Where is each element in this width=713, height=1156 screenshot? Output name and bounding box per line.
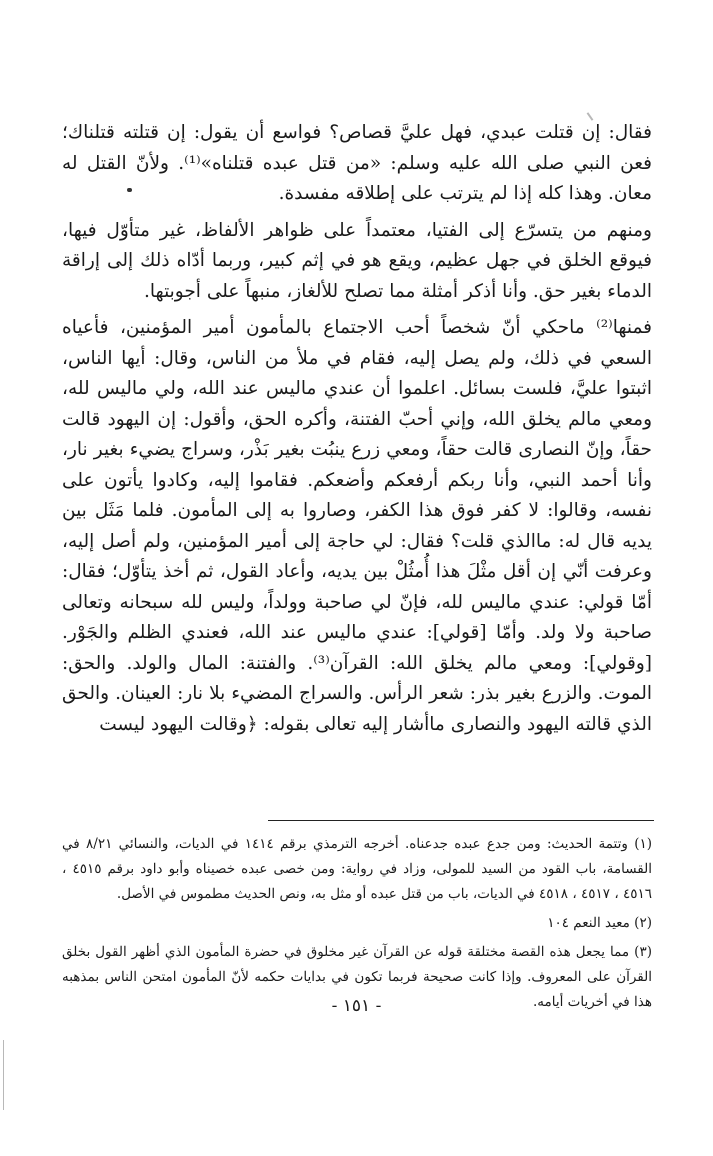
page-body	[62, 118, 652, 740]
footnote-1: (١) وتتمة الحديث: ومن جدع عبده جدعناه. أخرجه الترمذي برقم ١٤١٤ في الديات، والنسائي ٨/٢١ في القسامة، باب القود من السيد للمولى، وزاد في رواية: ومن خصى عبده خصيناه وأبو داود برقم ٤٥١٥ ، ٤٥١٦ ، ٤٥١٧ ، ٤٥١٨ في الديات، باب من قتل عبده أو مثل به، ونص الحديث مطموس في الأصل.	[62, 836, 653, 902]
footnote-separator	[268, 820, 654, 821]
page-number: - ١٥١ -	[331, 996, 382, 1016]
footnote-2: (٢) معيد النعم ١٠٤	[547, 915, 652, 931]
paragraph-2: ومنهم من يتسرّع إلى الفتيا، معتمداً على ظواهر الألفاظ، غير متأوّل فيها، فيوقع الخلق في جهل عظيم، ويقع هو في إثم كبير، وربما أدّاه ذلك إلى إراقة الدماء بغير حق. وأنا أذكر أمثلة مما تصلح للألغاز، منبهاً على أجوبتها.	[62, 219, 652, 302]
scan-edge-left	[3, 1040, 4, 1110]
paragraph-3: فمنها⁽²⁾ ماحكي أنّ شخصاً أحب الاجتماع بالمأمون أمير المؤمنين، فأعياه السعي في ذلك، ولم يصل إليه، فقام في ملأ من الناس، وقال: أيها الناس، اثبتوا عليَّ، فلست بسائل. اعلموا أن عندي ماليس عند الله، ولي ماليس لله، ومعي مالم يخلق الله، وإني أحبّ الفتنة، وأكره الحق، وأقول: إن اليهود قالت حقاً، وإنّ النصارى قالت حقاً، ومعي زرع ينبُت بغير بَذْر، وسراج يضيء بغير نار، وأنا أحمد النبي، وأنا ربكم أرفعكم وأضعكم. فقاموا إليه، وكادوا يأتون على نفسه، وقالوا: لا كفر فوق هذا الكفر، وصاروا به إلى المأمون. فلما مَثَل بين يديه قال له: ماالذي قلت؟ فقال: لي حاجة إلى أمير المؤمنين، ولم أصل إليه، وعرفت أنّي إن أقل مثْلَ هذا أُمثُلْ بين يديه، وأعاد القول، ثم أخذ يتأوّل؛ فقال: أمّا قولي: عندي ماليس لله، فإنّ لي صاحبة وولداً، وليس لله سبحانه وتعالى صاحبة ولا ولد. وأمّا [قولي]: عندي ماليس عند الله، فعندي الظلم والجَوْر. [وقولي]: ومعي مالم يخلق الله: القرآن⁽³⁾. والفتنة: المال والولد. والحق: الموت. والزرع بغير بذر: شعر الرأس. والسراج المضيء بلا نار: العينان. والحق الذي قالته اليهود والنصارى ماأشار إليه تعالى بقوله: ﴿وقالت اليهود ليست	[62, 317, 652, 735]
footnote-3: (٣) مما يجعل هذه القصة مختلقة قوله عن القرآن غير مخلوق في حضرة المأمون الذي أظهر القول بخلق القرآن على المعروف. وإذا كانت صحيحة فربما تكون في بدايات حكمه لأنّ المأمون امتحن الناس بمذهبه هذا في أخريات أيامه.	[62, 944, 652, 1010]
main-text	[62, 118, 652, 740]
footnotes	[62, 832, 652, 1019]
paragraph-1: فقال: إن قتلت عبدي، فهل عليَّ قصاص؟ فواسع أن يقول: إن قتلته قتلناك؛ فعن النبي صلى الله عليه وسلم: «من قتل عبده قتلناه»⁽¹⁾. ولأنّ القتل له معان. وهذا كله إذا لم يترتب على إطلاقه مفسدة.	[62, 122, 653, 204]
